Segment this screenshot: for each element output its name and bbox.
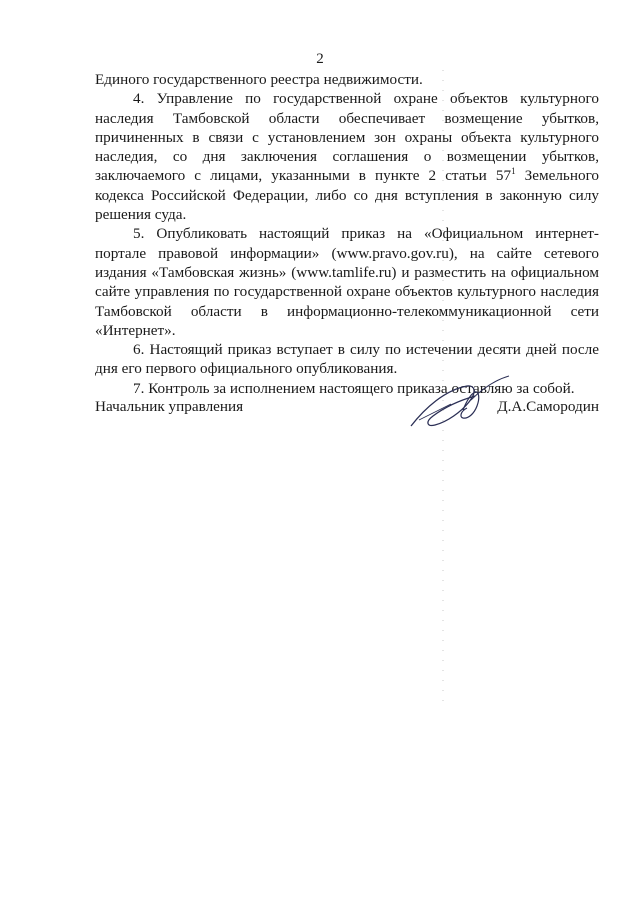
paragraph-5: 5. Опубликовать настоящий приказ на «Официальном интернет-портале правовой информации» (www.pravo.gov.ru), на сайте сетевого издания «Тамбовская жизнь» (www.tamlife.ru) и разместить на официальном сайте управления по государственной охране объектов культурного наследия Тамбовской области в информационно-телекоммуникационной сети «Интернет». — [95, 225, 599, 339]
scan-margin-dots — [441, 70, 445, 710]
article-superscript: 1 — [511, 166, 516, 177]
handwritten-signature — [405, 370, 515, 440]
paragraph-4-tail: Земельного кодекса Российской Федерации, либо со дня вступления в законную силу решения суда. — [95, 167, 600, 224]
signatory-name: Д.А.Самородин — [497, 398, 599, 415]
page-number: 2 — [316, 51, 324, 67]
paragraph-4 — [95, 89, 599, 224]
paragraph-7: 7. Контроль за исполнением настоящего приказа оставляю за собой. — [133, 379, 575, 397]
document-body — [95, 70, 599, 398]
paragraph-6: 6. Настоящий приказ вступает в силу по истечении десяти дней после дня его первого официального опубликования. — [95, 341, 599, 378]
paragraph-4-text: 4. Управление по государственной охране объектов культурного наследия Тамбовской области обеспечивает возмещение убытков, причиненных в связи с установлением зон охраны объекта культурного наследия, со дня заключения соглашения о возмещении убытков, заключаемого с лицами, указанными в пункте 2 статьи 57 — [95, 90, 599, 185]
signature-block — [95, 398, 599, 422]
paragraph-continuation: Единого государственного реестра недвижимости. — [95, 71, 423, 88]
signatory-title: Начальник управления — [95, 398, 244, 415]
